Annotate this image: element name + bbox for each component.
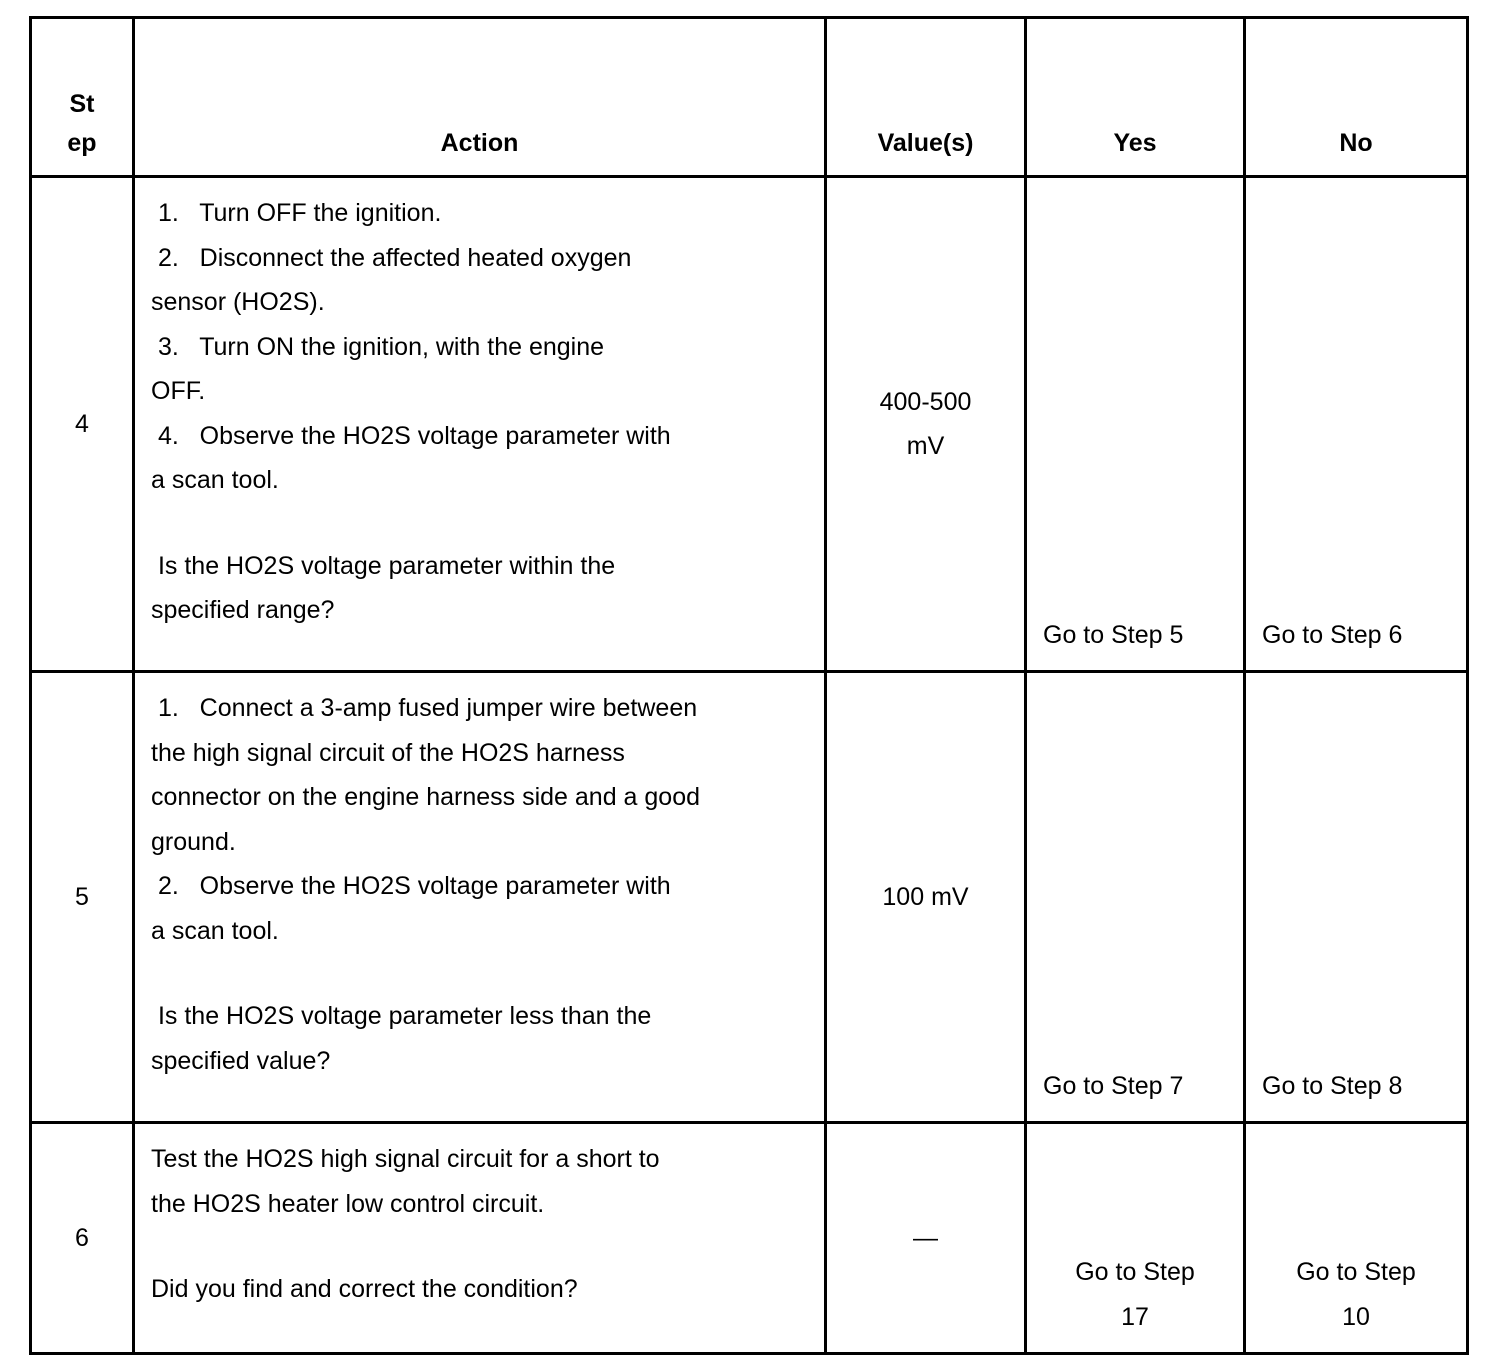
no-cell: Go to Step 10: [1245, 1123, 1468, 1354]
action-line: sensor (HO2S).: [151, 288, 325, 316]
action-line: a scan tool.: [151, 466, 279, 494]
table-row: [31, 1123, 1468, 1354]
value-cell: 400-500 mV: [826, 177, 1026, 672]
yes-cell: Go to Step 7: [1026, 672, 1245, 1123]
header-values: Value(s): [826, 18, 1026, 177]
step-number: 4: [31, 177, 134, 672]
value-cell: —: [826, 1123, 1026, 1354]
header-step: St ep: [31, 18, 134, 177]
value-cell: 100 mV: [826, 672, 1026, 1123]
action-line: a scan tool.: [151, 916, 279, 945]
action-line: 3. Turn ON the ignition, with the engine: [151, 332, 605, 361]
diagnostic-table: [29, 16, 1469, 1355]
action-line: the HO2S heater low control circuit.: [151, 1189, 545, 1218]
question-line: Did you find and correct the condition?: [151, 1275, 578, 1303]
step-number: 5: [31, 672, 134, 1123]
action-line: OFF.: [151, 377, 206, 405]
header-row: [31, 18, 1468, 177]
table-row: [31, 177, 1468, 672]
action-line: Test the HO2S high signal circuit for a short to: [151, 1145, 660, 1173]
header-yes: Yes: [1026, 18, 1245, 177]
question-line: Is the HO2S voltage parameter less than the: [151, 1002, 652, 1030]
no-cell: Go to Step 8: [1245, 672, 1468, 1123]
action-cell: [134, 672, 826, 1123]
yes-cell: Go to Step 17: [1026, 1123, 1245, 1354]
question-line: specified value?: [151, 1046, 331, 1075]
header-no: No: [1245, 18, 1468, 177]
action-cell: [134, 177, 826, 672]
action-line: 2. Disconnect the affected heated oxygen: [151, 243, 632, 272]
action-line: 4. Observe the HO2S voltage parameter with: [151, 421, 671, 450]
no-cell: Go to Step 6: [1245, 177, 1468, 672]
action-cell: [134, 1123, 826, 1354]
action-line: 2. Observe the HO2S voltage parameter with: [151, 872, 671, 900]
action-line: 1. Turn OFF the ignition.: [151, 199, 442, 227]
action-line: 1. Connect a 3-amp fused jumper wire between: [151, 694, 698, 722]
question-line: Is the HO2S voltage parameter within the: [151, 551, 616, 580]
action-line: ground.: [151, 827, 236, 856]
step-number: 6: [31, 1123, 134, 1354]
table-row: [31, 672, 1468, 1123]
question-line: specified range?: [151, 596, 335, 624]
yes-cell: Go to Step 5: [1026, 177, 1245, 672]
action-line: connector on the engine harness side and a good: [151, 783, 701, 811]
action-line: the high signal circuit of the HO2S harness: [151, 738, 625, 767]
header-action: Action: [134, 18, 826, 177]
